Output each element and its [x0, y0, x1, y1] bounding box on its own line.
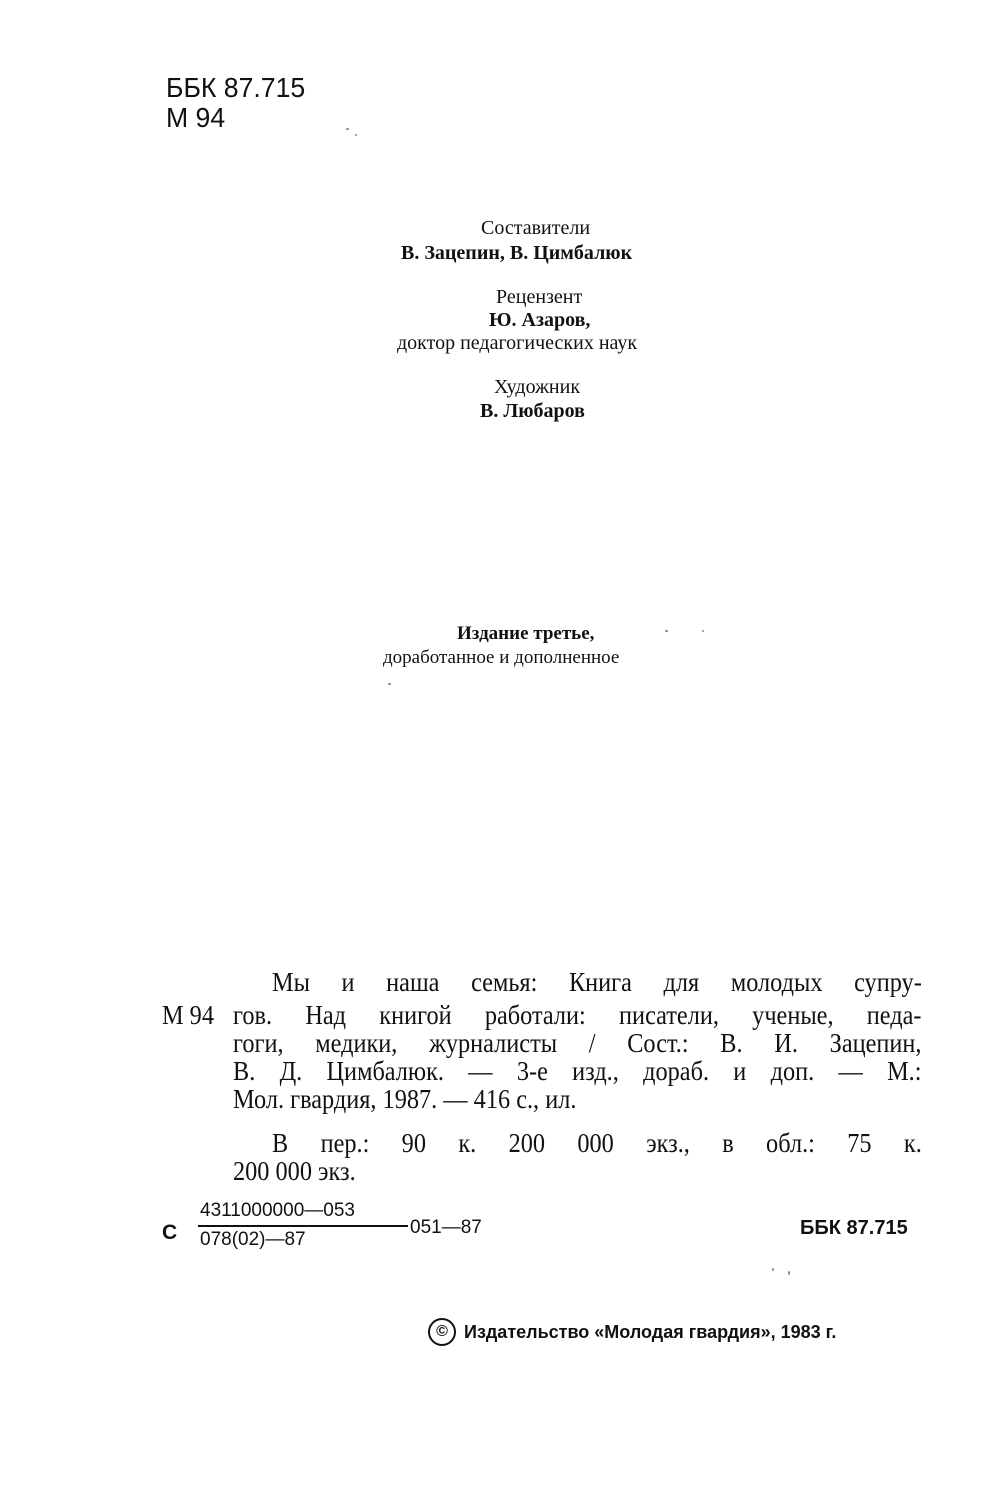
scan-speck — [665, 630, 668, 632]
price-line-1: В пер.: 90 к. 200 000 экз., в обл.: 75 к. — [272, 1128, 922, 1158]
artist-label: Художник — [494, 376, 581, 398]
scan-speck — [772, 1268, 774, 1271]
compilers-names: В. Зацепин, В. Цимбалюк — [401, 242, 633, 264]
reviewer-title: доктор педагогических наук — [397, 332, 638, 354]
reviewer-name: Ю. Азаров, — [489, 309, 591, 331]
index-suffix: 051—87 — [410, 1217, 482, 1238]
fraction-line — [198, 1225, 408, 1227]
index-numerator: 4311000000—053 — [200, 1200, 355, 1221]
edition-line-1: Издание третье, — [457, 623, 595, 644]
reviewer-label: Рецензент — [496, 286, 583, 308]
scan-speck — [346, 128, 349, 130]
catalog-line-1: Мы и наша семья: Книга для молодых супру- — [272, 967, 922, 997]
scan-speck — [355, 134, 357, 136]
index-denominator: 078(02)—87 — [200, 1229, 306, 1250]
catalog-line-4: В. Д. Цимбалюк. — 3-е изд., дораб. и доп. — М.: — [233, 1056, 922, 1086]
compilers-label: Составители — [481, 217, 591, 239]
copyright-line — [428, 1318, 836, 1346]
catalog-line-3: гоги, медики, журналисты / Сост.: В. И. Зацепин, — [233, 1028, 922, 1058]
index-prefix: С — [162, 1221, 178, 1244]
price-line-2: 200 000 экз. — [233, 1156, 356, 1186]
scan-speck — [788, 1271, 790, 1275]
edition-line-2: доработанное и дополненное — [383, 647, 620, 668]
copyright-text: Издательство «Молодая гвардия», 1983 г. — [464, 1322, 837, 1342]
artist-name: В. Любаров — [480, 400, 585, 422]
index-bbk: ББК 87.715 — [800, 1217, 908, 1239]
copyright-icon: © — [428, 1318, 456, 1346]
author-mark: М 94 — [166, 102, 226, 133]
scan-speck — [702, 630, 704, 632]
bbk-code: ББК 87.715 — [166, 72, 306, 103]
scan-speck — [388, 683, 391, 685]
catalog-author-mark: М 94 — [162, 1000, 214, 1030]
catalog-line-2: гов. Над книгой работали: писатели, ученые, педа- — [233, 1000, 922, 1030]
catalog-line-5: Мол. гвардия, 1987. — 416 с., ил. — [233, 1084, 577, 1114]
